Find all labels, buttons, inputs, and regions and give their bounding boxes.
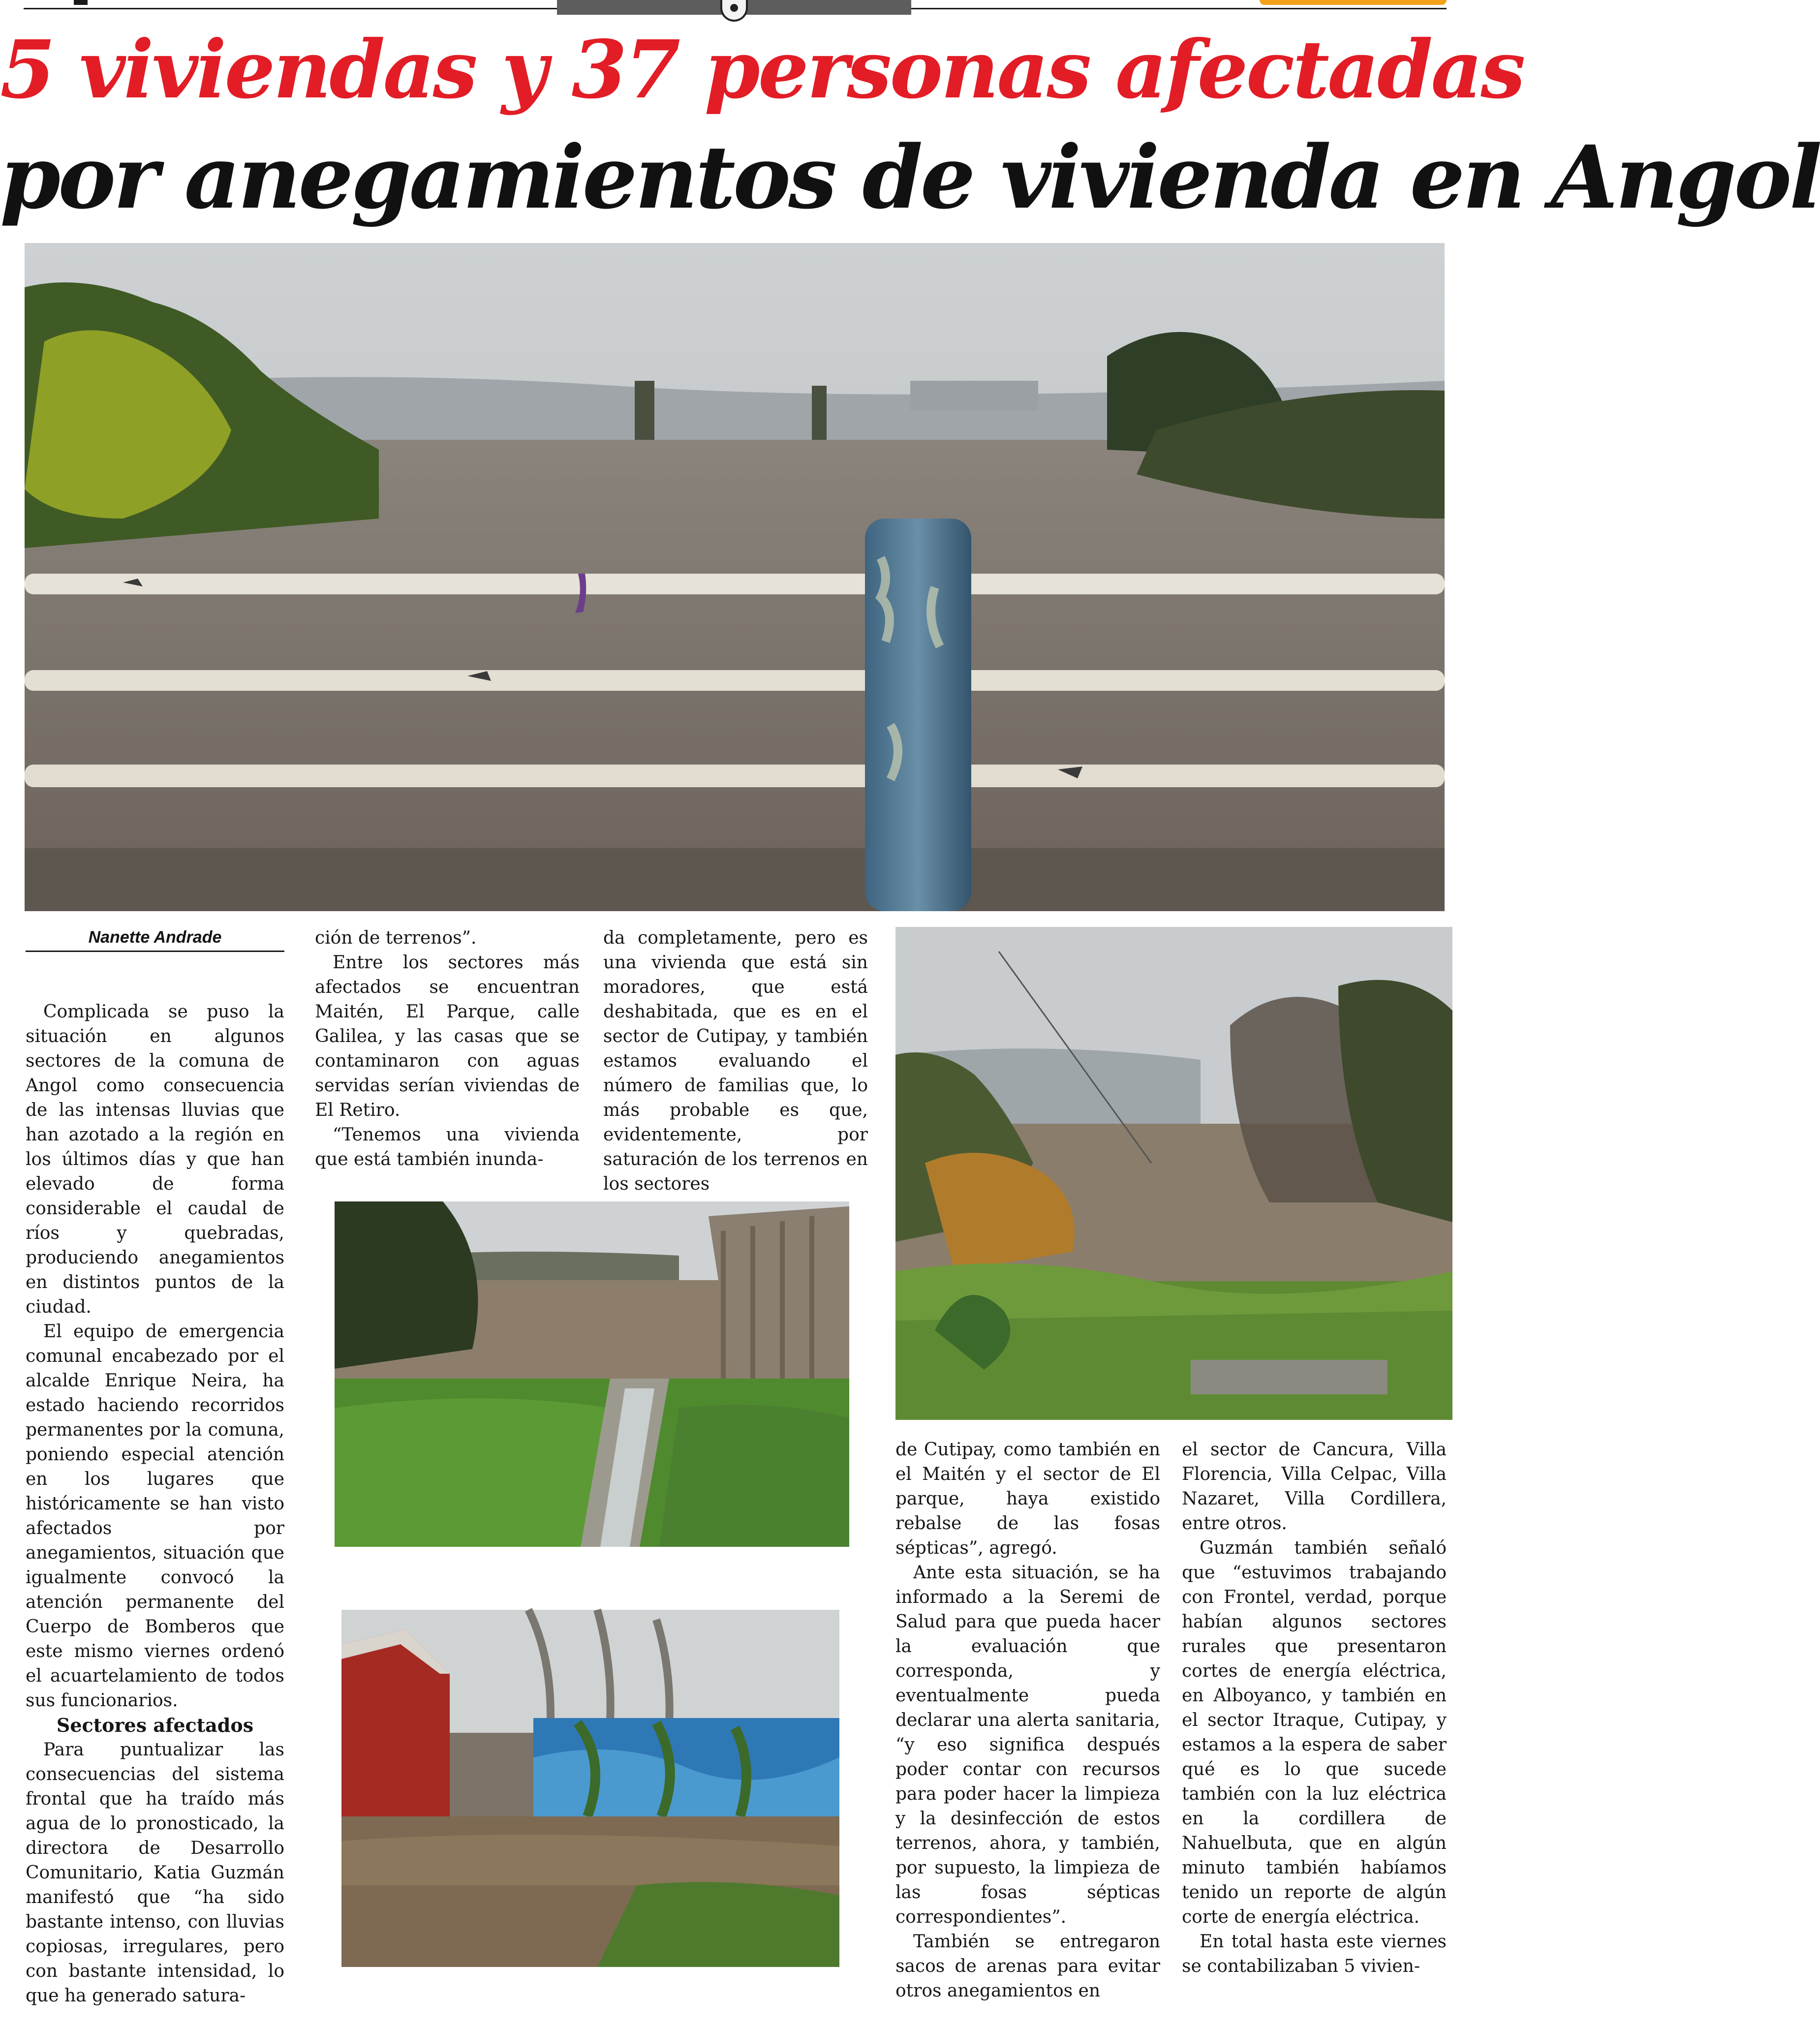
bottom-photo [341,1610,839,1967]
paragraph: da completamente, pero es una vivienda que está sin moradores, que está deshabitada, que es en el sector de Cutipay, y también estamos evaluando el número de familias que, lo más probable es que, evidentemente, por saturación de los terrenos en los sectores [603,928,868,1194]
paragraph: Entre los sectores más afectados se encuentran Maitén, El Parque, calle Galilea, y las casas que se contaminaron con aguas servidas serían viviendas de El Retiro. [315,952,580,1120]
paragraph: Ante esta situación, se ha informado a la Seremi de Salud para que pueda hacer la evaluación que corresponda, y eventualmente pueda declarar una alerta sanitaria, “y eso significa después poder contar con recursos para poder hacer la limpieza y la desinfección de estos terrenos, ahora, y también, por supuesto, la limpieza de las fosas sépticas correspondientes”. [895,1563,1160,1927]
section-mark [74,0,88,5]
byline: Nanette Andrade [26,924,284,952]
main-photo [25,243,1445,911]
headline-line-1: 5 viviendas y 37 personas afectadas [0,23,1524,117]
paragraph: Para puntualizar las consecuencias del sistema frontal que ha traído más agua de lo pronosticado, la directora de Desarrollo Comunitario, Katia Guzmán manifestó que “ha sido bastante intenso, con lluvias copiosas, irregulares, pero con bastante intensidad, lo que ha generado satura- [26,1740,284,2006]
paragraph: El equipo de emergencia comunal encabezado por el alcalde Enrique Neira, ha estado haciendo recorridos permanentes por la comuna, poniendo especial atención en los lugares que históricamente se han visto afectados por anegamientos, situación que igualmente convocó la atención permanente del Cuerpo de Bomberos que este mismo viernes ordenó el acuartelamiento de todos sus funcionarios. [26,1321,284,1711]
middle-photo [335,1201,849,1547]
paragraph: En total hasta este viernes se contabilizaban 5 vivien- [1182,1932,1447,1976]
subheading: Sectores afectados [56,1714,254,1736]
headline-line-2: por anegamientos de vivienda en Angol [0,126,1820,228]
article-column-3 [603,926,868,1197]
right-photo [895,927,1452,1420]
article-column-4 [895,1438,1160,2003]
paragraph: Guzmán también señaló que “estuvimos trabajando con Frontel, verdad, porque habían algunos sectores rurales que presentaron cortes de energía eléctrica, en Alboyanco, y también en el sector Itraque, Cutipay, y estamos a la espera de saber qué es lo que sucede también con la luz eléctrica en la cordillera de Nahuelbuta, que en algún minuto también habíamos tenido un reporte de algún corte de energía eléctrica. [1182,1538,1447,1927]
paragraph: También se entregaron sacos de arenas para evitar otros anegamientos en [895,1932,1160,2001]
gold-ribbon [1260,0,1447,5]
paragraph: el sector de Cancura, Villa Florencia, Villa Celpac, Villa Nazaret, Villa Cordillera, entre otros. [1182,1440,1447,1534]
paragraph: “Tenemos una vivienda que está también inunda- [315,1125,580,1169]
paragraph: de Cutipay, como también en el Maitén y el sector de El parque, haya existido rebalse de las fosas sépticas”, agregó. [895,1440,1160,1558]
paragraph: Complicada se puso la situación en algunos sectores de la comuna de Angol como consecuencia de las intensas lluvias que han azotado a la región en los últimos días y que han elevado de forma considerable el caudal de ríos y quebradas, produciendo anegamientos en distintos puntos de la ciudad. [26,1002,284,1317]
article-column-1 [26,1000,284,2008]
article-column-5 [1182,1438,1447,1979]
paragraph: ción de terrenos”. [315,928,477,948]
article-column-2 [315,926,580,1172]
